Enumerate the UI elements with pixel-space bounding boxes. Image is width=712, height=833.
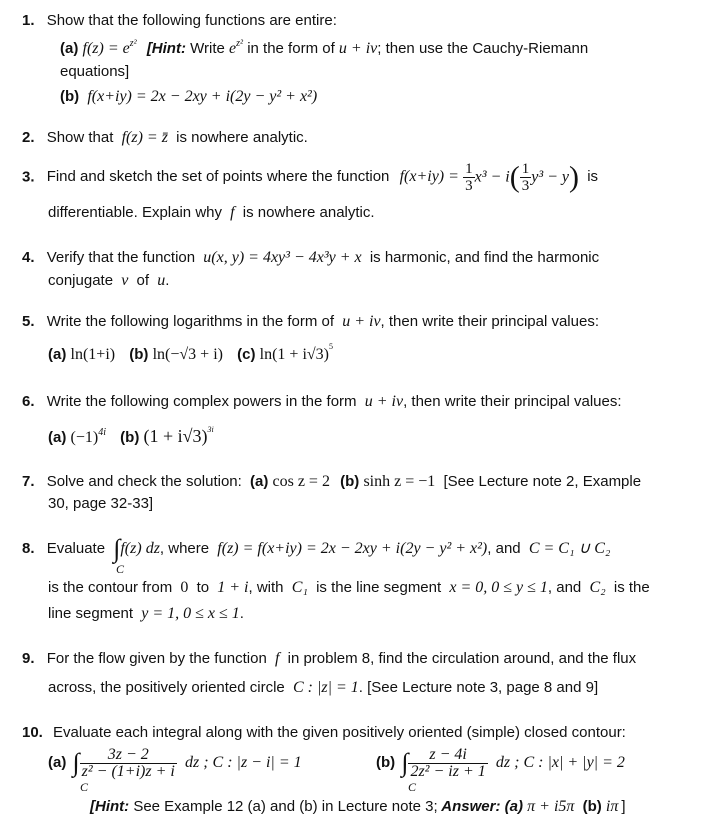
problem-3-fraction-2-denominator: 3 <box>521 178 530 194</box>
problem-3-fraction-1-numerator: 1 <box>465 161 473 177</box>
problem-10-line-1 <box>22 723 626 743</box>
problem-4-line-2-u: u <box>157 272 166 289</box>
problem-3-tail: is <box>587 168 599 186</box>
problem-8-integral-subscript: C <box>116 562 125 576</box>
problem-1a <box>60 39 588 61</box>
problem-5b-math: ln(−√3 + i) <box>152 346 223 363</box>
problem-3-fraction-1-denominator: 3 <box>465 178 473 194</box>
problem-4-text: Verify that the function <box>46 249 196 266</box>
problem-8-integral-sign: ∫ <box>113 534 121 564</box>
problem-6a-label: (a) <box>48 429 67 446</box>
problem-8-contour: C = C₁ ∪ C₂ <box>528 540 611 557</box>
problem-1-hint-tail: ; then use the Cauchy-Riemann <box>377 40 589 57</box>
problem-7b-math: sinh z = −1 <box>363 473 436 490</box>
problem-3-right-paren: ) <box>569 160 580 194</box>
problem-4-line-1 <box>22 248 599 268</box>
problem-8-line-2-condition: x = 0, 0 ≤ y ≤ 1 <box>449 579 548 596</box>
problem-10b-denominator: 2z² − iz + 1 <box>410 762 486 780</box>
problem-4-line-2-of: of <box>136 272 150 289</box>
problem-6b-math: (1 + i√3) <box>143 426 208 446</box>
problem-9-line-1 <box>22 649 636 669</box>
problem-2-tail: is nowhere analytic. <box>176 129 308 146</box>
problem-4-line-2-text: conjugate <box>48 272 114 289</box>
problem-5c-exponent: 5 <box>329 342 334 351</box>
problem-8-comma: , where <box>159 540 210 557</box>
problem-4-line-2 <box>48 271 169 291</box>
problem-5-number: 5. <box>22 313 35 330</box>
problem-6a-exponent: 4i <box>98 427 106 438</box>
problem-3-line-2-math: f <box>230 204 235 221</box>
problem-4-tail: is harmonic, and find the harmonic <box>369 249 600 266</box>
problem-10b-label: (b) <box>376 754 396 771</box>
problem-5a-label: (a) <box>48 346 67 363</box>
problem-8-line-3-condition: y = 1, 0 ≤ x ≤ 1 <box>141 605 240 622</box>
problem-10b <box>376 743 625 783</box>
problem-10a-denominator: z² − (1+i)z + i <box>81 762 175 780</box>
problem-1-hint-label: [Hint: <box>146 40 186 57</box>
problem-8-line-2-with: , with <box>248 579 284 596</box>
problem-1a-math: f(z) = e <box>82 40 130 57</box>
problem-6-math: u + iv <box>364 393 404 410</box>
problem-10b-numerator: z − 4i <box>429 745 467 763</box>
problem-7b-label: (b) <box>340 473 360 490</box>
problem-8-line-2-zero: 0 <box>180 579 189 596</box>
problem-1-hint-text: Write <box>185 40 230 57</box>
problem-1-text: Show that the following functions are entire: <box>46 12 337 29</box>
problem-4-line-2-dot: . <box>165 272 170 289</box>
problem-6-text: Write the following complex powers in the form <box>46 393 357 410</box>
problem-10b-fraction <box>408 747 487 780</box>
problem-10-hint-label: [Hint: <box>90 798 130 815</box>
problem-10-number: 10. <box>22 724 43 741</box>
problem-2-math: f(z) = z̄ <box>121 129 168 146</box>
problem-4-line-2-v: v <box>121 272 129 289</box>
problem-9-line-2-tail: . [See Lecture note 3, page 8 and 9] <box>358 679 599 696</box>
problem-10-answer-b: iπ <box>605 798 619 815</box>
problem-8-line-2-is: is the line segment <box>316 579 442 596</box>
problem-3-left-paren: ( <box>509 160 520 194</box>
problem-8-line-3 <box>48 604 244 624</box>
problem-1-hint-rest: in the form of <box>243 40 339 57</box>
problem-7a-label: (a) <box>249 473 269 490</box>
problem-3-text: Find and sketch the set of points where the function <box>46 168 390 186</box>
problem-8-math: f(z) = f(x+iy) = 2x − 2xy + i(2y − y² + x²) <box>217 540 488 557</box>
problem-1-line-1 <box>22 11 337 31</box>
problem-9-number: 9. <box>22 650 35 667</box>
problem-10a-label: (a) <box>48 754 67 771</box>
problem-8-line-1 <box>22 534 611 564</box>
problem-10-hint <box>90 797 626 817</box>
problem-8-number: 8. <box>22 540 35 557</box>
problem-3-fraction-2 <box>520 161 532 194</box>
problem-8-text: Evaluate <box>46 540 106 557</box>
problem-7-number: 7. <box>22 473 35 490</box>
problem-1a-exponent: z² <box>129 38 137 49</box>
problem-6b-label: (b) <box>120 429 140 446</box>
problem-8-and: , and <box>487 540 521 557</box>
problem-10-answer-label: Answer: (a) <box>437 798 523 815</box>
problem-10b-integral-sign: ∫ <box>401 748 409 778</box>
problem-5c-label: (c) <box>237 346 256 363</box>
problem-5b-label: (b) <box>129 346 149 363</box>
problem-3-fraction-1 <box>463 161 475 194</box>
problem-3-line-2-text: differentiable. Explain why <box>48 204 222 221</box>
problem-1b-label: (b) <box>60 88 80 105</box>
problem-6-line-1 <box>22 392 622 412</box>
problem-5-parts <box>48 342 333 370</box>
problem-6a-math: (−1) <box>70 429 99 446</box>
problem-8-line-2-endpoint: 1 + i <box>217 579 249 596</box>
problem-8-integrand: f(z) dz <box>120 540 160 557</box>
problem-1-hint-math: e <box>229 40 237 57</box>
problem-3-math-lhs: f(x+iy) = <box>399 168 459 186</box>
problem-8-line-3-dot: . <box>239 605 244 622</box>
problem-5c-math: ln(1 + i√3) <box>259 346 330 363</box>
problem-3-math-inner: y³ − y <box>531 168 570 186</box>
problem-5-line-1 <box>22 312 599 332</box>
problem-3-number: 3. <box>22 168 35 186</box>
problem-8-line-2-is-the: is the <box>613 579 650 596</box>
problem-3-line-2-tail: is nowhere analytic. <box>242 204 375 221</box>
problem-7-text: Solve and check the solution: <box>46 473 242 490</box>
problem-5a-math: ln(1+i) <box>70 346 116 363</box>
problem-1b <box>60 87 317 107</box>
problem-8-line-2-to: to <box>196 579 210 596</box>
problem-3-math-mid: x³ − i <box>474 168 510 186</box>
problem-2 <box>22 128 308 148</box>
problem-9-line-2-math: C : |z| = 1 <box>292 679 359 696</box>
problem-8-line-2-text: is the contour from <box>48 579 173 596</box>
problem-10a-integral-subscript: C <box>80 780 89 794</box>
problem-9-line-2 <box>48 678 598 698</box>
problem-6-number: 6. <box>22 393 35 410</box>
problem-9-line-2-text: across, the positively oriented circle <box>48 679 285 696</box>
problem-8-line-2 <box>48 578 650 598</box>
problem-1-hint-exponent: z² <box>236 38 244 49</box>
problem-10a-numerator: 3z − 2 <box>107 745 149 763</box>
problem-5-text: Write the following logarithms in the form of <box>46 313 335 330</box>
problem-1-hint-uiv: u + iv <box>338 40 378 57</box>
problem-7-line-1 <box>22 472 641 492</box>
problem-10a-fraction <box>80 747 177 780</box>
problem-10b-tail: dz ; C : |x| + |y| = 2 <box>495 754 625 771</box>
problem-8-line-3-text: line segment <box>48 605 134 622</box>
problem-4-number: 4. <box>22 249 35 266</box>
problem-8-line-2-and: , and <box>547 579 582 596</box>
problem-3-line-1 <box>22 161 598 194</box>
problem-10-text: Evaluate each integral along with the given positively oriented (simple) closed contour: <box>53 724 626 741</box>
problem-5-math: u + iv <box>342 313 381 330</box>
problem-2-number: 2. <box>22 129 35 146</box>
problem-8-line-2-c2: C₂ <box>589 579 606 596</box>
problem-10a-tail: dz ; C : |z − i| = 1 <box>185 754 302 771</box>
problem-1a-label: (a) <box>60 40 79 57</box>
problem-5-tail: , then write their principal values: <box>380 313 599 330</box>
problem-2-text: Show that <box>46 129 114 146</box>
problem-9-math: f <box>274 650 280 667</box>
problem-4-math: u(x, y) = 4xy³ − 4x³y + x <box>203 249 362 266</box>
problem-6-tail: , then write their principal values: <box>403 393 622 410</box>
problem-10-hint-close: ] <box>621 798 626 815</box>
problem-3-fraction-2-numerator: 1 <box>521 161 530 177</box>
problem-10b-integral-subscript: C <box>408 780 417 794</box>
problem-6-parts <box>48 423 214 453</box>
problem-7-tail: [See Lecture note 2, Example <box>443 473 642 490</box>
problem-6b-exponent: 3i <box>207 425 214 434</box>
problem-7a-math: cos z = 2 <box>272 473 330 490</box>
problem-10-hint-text: See Example 12 (a) and (b) in Lecture note 3; <box>129 798 438 815</box>
problem-10-answer-b-label: (b) <box>582 798 602 815</box>
problem-10-answer-a: π + i5π <box>527 798 575 815</box>
problem-3-line-2 <box>48 203 375 223</box>
problem-7-line-2: 30, page 32-33] <box>48 495 154 512</box>
problem-1-number: 1. <box>22 12 35 29</box>
problem-10a <box>48 743 302 783</box>
problem-1b-math: f(x+iy) = 2x − 2xy + i(2y − y² + x²) <box>87 88 318 105</box>
problem-9-tail: in problem 8, find the circulation around, and the flux <box>287 650 637 667</box>
problem-8-line-2-c1: C₁ <box>291 579 308 596</box>
problem-9-text: For the flow given by the function <box>46 650 267 667</box>
problem-10a-integral-sign: ∫ <box>72 748 80 778</box>
problem-1-hint-line-2: equations] <box>60 63 130 80</box>
